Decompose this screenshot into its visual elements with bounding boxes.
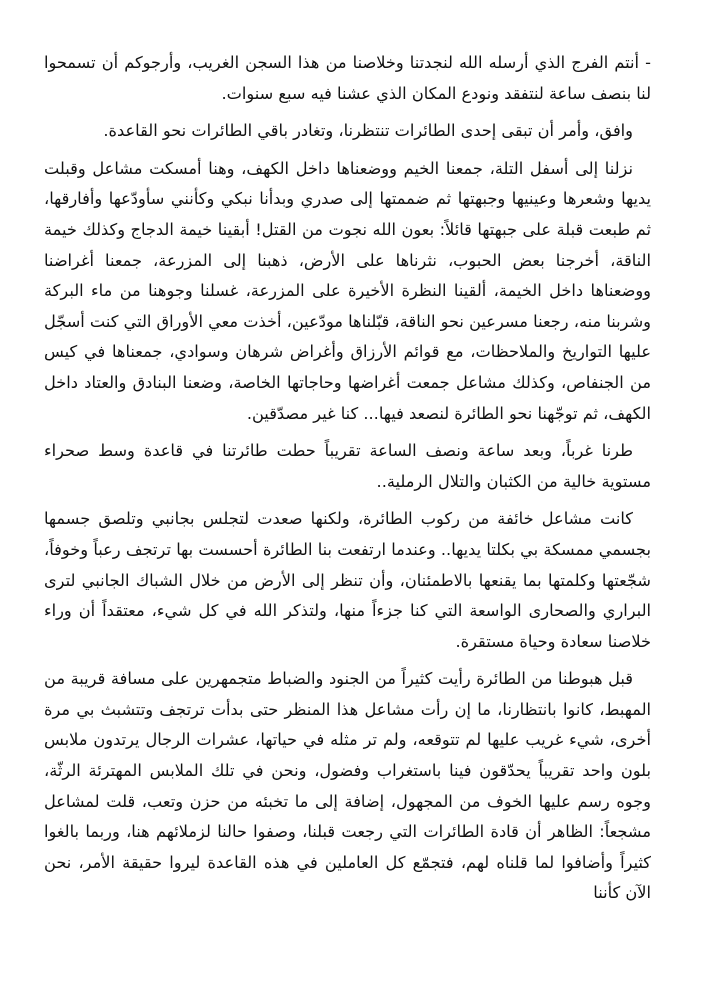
paragraph-5: كانت مشاعل خائفة من ركوب الطائرة، ولكنها صعدت لتجلس بجانبي وتلصق جسمها بجسمي ممسكة بي بكلتا يديها.. وعندما ارتفعت بنا الطائرة أحسست بها ترتجف رعباً وخوفاً، شجّعتها وكلمتها بما يقنعها بالاطمئنان، وأن تنظر إلى الأرض من خلال الشباك الجانبي لترى البراري والصحارى الواسعة التي كنا جزءاً منها، ولتذكر الله في كل شيء، معتقداً أن وراء خلاصنا سعادة وحياة مستقرة. xyxy=(44,509,651,651)
paragraph-2: وافق، وأمر أن تبقى إحدى الطائرات تنتظرنا، وتغادر باقي الطائرات نحو القاعدة. xyxy=(103,121,633,141)
document-page xyxy=(44,48,651,1000)
paragraph-6: قبل هبوطنا من الطائرة رأيت كثيراً من الجنود والضباط متجمهرين على مسافة قريبة من المهبط، كانوا بانتظارنا، ما إن رأت مشاعل هذا المنظر حتى بدأت ترتجف وتتشبث بي مرة أخرى، شيء غريب عليها لم تتوقعه، ولم تر مثله في حياتها، عشرات الرجال يرتدون ملابس بلون واحد تقريباً يحدّقون فينا باستغراب وفضول، ونحن في تلك الملابس المهترئة الرثّة، وجوه رسم عليها الخوف من المجهول، إضافة إلى ما تخبئه من حزن وتعب، قلت لمشاعل مشجعاً: الظاهر أن قادة الطائرات التي رجعت قبلنا، وصفوا حالنا لزملائهم هنا، وربما بالغوا كثيراً وأضافوا لما قلناه لهم، فتجمّع كل العاملين في هذه القاعدة ليروا حقيقة الأمر، نحن الآن كأننا xyxy=(44,669,651,903)
paragraph-1: - أنتم الفرج الذي أرسله الله لنجدتنا وخلاصنا من هذا السجن الغريب، وأرجوكم أن تسمحوا لنا بنصف ساعة لنتفقد ونودع المكان الذي عشنا فيه سبع سنوات. xyxy=(44,53,651,103)
paragraph-3: نزلنا إلى أسفل التلة، جمعنا الخيم ووضعناها داخل الكهف، وهنا أمسكت مشاعل وقبلت يديها وشعرها وعينيها وجبهتها ثم ضممتها إلى صدري وبدأنا نبكي وكأنني سأودّعها وأفارقها، ثم طبعت قبلة على جبهتها قائلاً: بعون الله نجوت من القتل! أبقينا خيمة الدجاج وكذلك خيمة الناقة، أخرجنا بعض الحبوب، نثرناها على الأرض، ذهبنا إلى المزرعة، جمعنا أغراضنا ووضعناها داخل الخيمة، ألقينا النظرة الأخيرة على المزرعة، غسلنا وجوهنا من ماء البركة وشربنا منه، رجعنا مسرعين نحو الناقة، قبّلناها مودّعين، أخذت معي الأوراق التي كنت أسجّل عليها التواريخ والملاحظات، مع قوائم الأرزاق وأغراض شرهان وسوادي، جمعناها في كيس من الجنفاص، وكذلك مشاعل جمعت أغراضها وحاجاتها الخاصة، وضعنا البنادق والعتاد داخل الكهف، ثم توجّهنا نحو الطائرة لنصعد فيها... كنا غير مصدّقين. xyxy=(44,158,651,423)
paragraph-4: طرنا غرباً، وبعد ساعة ونصف الساعة تقريباً حطت طائرتنا في قاعدة وسط صحراء مستوية خالية من الكثبان والتلال الرملية.. xyxy=(44,441,651,491)
